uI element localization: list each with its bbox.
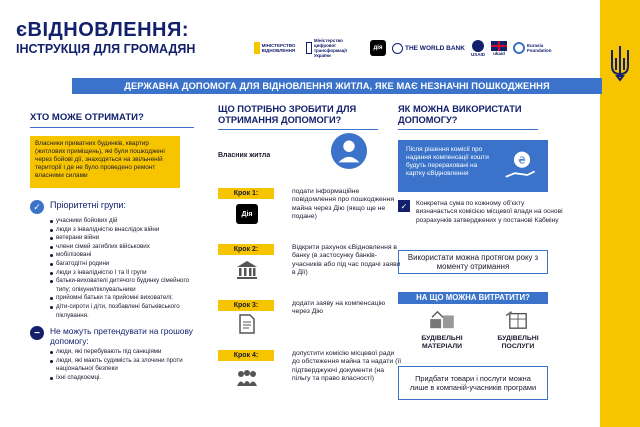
svg-text:₴: ₴ bbox=[518, 155, 526, 167]
check-icon: ✓ bbox=[30, 200, 44, 214]
people-icon bbox=[236, 368, 258, 388]
list-item: люди з інвалідністю внаслідок війни bbox=[50, 226, 194, 235]
step-1-label: Крок 1: bbox=[218, 188, 274, 199]
list-item: люди, які мають судимість за злочини проти національної безпеки bbox=[50, 357, 194, 374]
yellow-side-strip bbox=[600, 0, 640, 427]
transfer-box bbox=[398, 140, 548, 192]
cannot-heading: Не можуть претендувати на грошову допомогу: bbox=[50, 326, 193, 347]
owner-label: Власник житла bbox=[218, 152, 271, 159]
list-item: прийомні батьки та прийомні вихователі; bbox=[50, 294, 194, 303]
trident-icon bbox=[608, 44, 632, 82]
use-period-box: Використати можна протягом року з моменту отримання bbox=[398, 250, 548, 274]
list-item: люди з інвалідністю І та ІІ групи bbox=[50, 269, 194, 278]
right-column bbox=[398, 104, 598, 424]
cannot-section bbox=[30, 326, 194, 346]
world-bank-logo: THE WORLD BANK bbox=[392, 43, 465, 54]
buy-box: Придбати товари і послуги можна лише в компаній-учасників програми bbox=[398, 366, 548, 400]
step-3-label: Крок 3: bbox=[218, 300, 274, 311]
list-item: їхні спадкоємці. bbox=[50, 374, 194, 383]
owner-avatar-icon bbox=[330, 132, 368, 170]
cannot-list bbox=[50, 348, 194, 382]
step-2-label: Крок 2: bbox=[218, 244, 274, 255]
who-heading: ХТО МОЖЕ ОТРИМАТИ? bbox=[30, 112, 194, 128]
main-banner: ДЕРЖАВНА ДОПОМОГА ДЛЯ ВІДНОВЛЕННЯ ЖИТЛА, ЯКЕ МАЄ НЕЗНАЧНІ ПОШКОДЖЕННЯ bbox=[72, 78, 602, 94]
spend-item-services bbox=[488, 310, 548, 351]
diia-icon: Дія bbox=[236, 204, 258, 224]
digital-ministry-logo: Міністерство цифрової трансформації України bbox=[306, 38, 364, 58]
list-item: діти-сироти і діти, позбавлені батьківського піклування. bbox=[50, 303, 194, 320]
globe-icon bbox=[392, 43, 403, 54]
materials-icon bbox=[428, 310, 456, 330]
services-icon bbox=[504, 310, 532, 330]
amount-text: Конкретна сума по кожному об'єкту визначається комісією місцевої влади на основі розрахунків затверджених у постанові Кабміну bbox=[416, 200, 563, 224]
middle-column bbox=[218, 104, 402, 424]
ministry-emblem-icon bbox=[254, 42, 260, 54]
usaid-logo: USAID bbox=[471, 40, 485, 57]
step-1-text: подати інформаційне повідомлення про пошкодження майна через Дію (якщо ще не подане) bbox=[292, 188, 395, 221]
list-item: батьки-вихователі дитячого будинку сімейного типу; опікуни/піклувальники bbox=[50, 277, 194, 294]
transfer-text: Після рішення комісії про надання компенсації кошти будуть перераховані на картку єВідновлення bbox=[406, 146, 489, 177]
services-label: БУДІВЕЛЬНІ ПОСЛУГИ bbox=[497, 335, 539, 350]
use-heading: ЯК МОЖНА ВИКОРИСТАТИ ДОПОМОГУ? bbox=[398, 104, 538, 130]
materials-label: БУДІВЕЛЬНІ МАТЕРІАЛИ bbox=[421, 335, 463, 350]
partner-logos bbox=[254, 36, 594, 60]
document-icon bbox=[236, 314, 258, 334]
priority-heading: Пріоритетні групи: bbox=[50, 200, 126, 210]
uk-flag-icon bbox=[491, 41, 507, 51]
step-4-text: допустити комісію місцевої ради до обстеження майна та надати (її підтверджуючі документи (на пільгу та право власності) bbox=[292, 350, 402, 383]
steps-heading: ЩО ПОТРІБНО ЗРОБИТИ ДЛЯ ОТРИМАННЯ ДОПОМОГИ? bbox=[218, 104, 378, 130]
step-3-text: додати заяву на компенсацію через Дію bbox=[292, 300, 386, 316]
list-item: ветерани війни bbox=[50, 234, 194, 243]
list-item: учасники бойових дій bbox=[50, 217, 194, 226]
step-2-text: Відкрити рахунок єВідновлення в банку (в застосунку банків-учасників або під час подачі заяви в Дії) bbox=[292, 244, 401, 277]
usaid-seal-icon bbox=[472, 40, 484, 52]
ukaid-logo: ukaid bbox=[491, 41, 507, 56]
bank-icon bbox=[236, 260, 258, 280]
priority-section bbox=[30, 200, 194, 214]
step-4-label: Крок 4: bbox=[218, 350, 274, 361]
eurasia-logo: Eurasia Foundation bbox=[513, 42, 549, 54]
eurasia-emblem-icon bbox=[513, 42, 525, 54]
minus-icon: − bbox=[30, 326, 44, 340]
list-item: члени сімей загиблих військових bbox=[50, 243, 194, 252]
left-column bbox=[30, 104, 194, 383]
money-hand-icon bbox=[504, 146, 540, 186]
spend-heading: НА ЩО МОЖНА ВИТРАТИТИ? bbox=[398, 292, 548, 304]
amount-section bbox=[398, 200, 564, 225]
list-item: люди, які перебувають під санкціями bbox=[50, 348, 194, 357]
spend-item-materials bbox=[412, 310, 472, 351]
ministry-logo: МІНІСТЕРСТВО ВІДНОВЛЕННЯ bbox=[254, 42, 300, 54]
digital-emblem-icon bbox=[306, 42, 312, 54]
page-subtitle: ІНСТРУКЦІЯ ДЛЯ ГРОМАДЯН bbox=[16, 42, 196, 56]
diia-logo: дія bbox=[370, 40, 386, 56]
check-square-icon: ✓ bbox=[398, 200, 410, 212]
list-item: багатодітні родини bbox=[50, 260, 194, 269]
list-item: мобілізовані bbox=[50, 251, 194, 260]
priority-list bbox=[50, 217, 194, 320]
who-box: Власники приватних будинків, квартир (житлових приміщень), які були пошкоджені через бойові дії, знаходяться на звільненій території і де не було проведено ремонт власними силами bbox=[30, 136, 180, 188]
page-title: єВІДНОВЛЕННЯ: bbox=[16, 19, 190, 41]
